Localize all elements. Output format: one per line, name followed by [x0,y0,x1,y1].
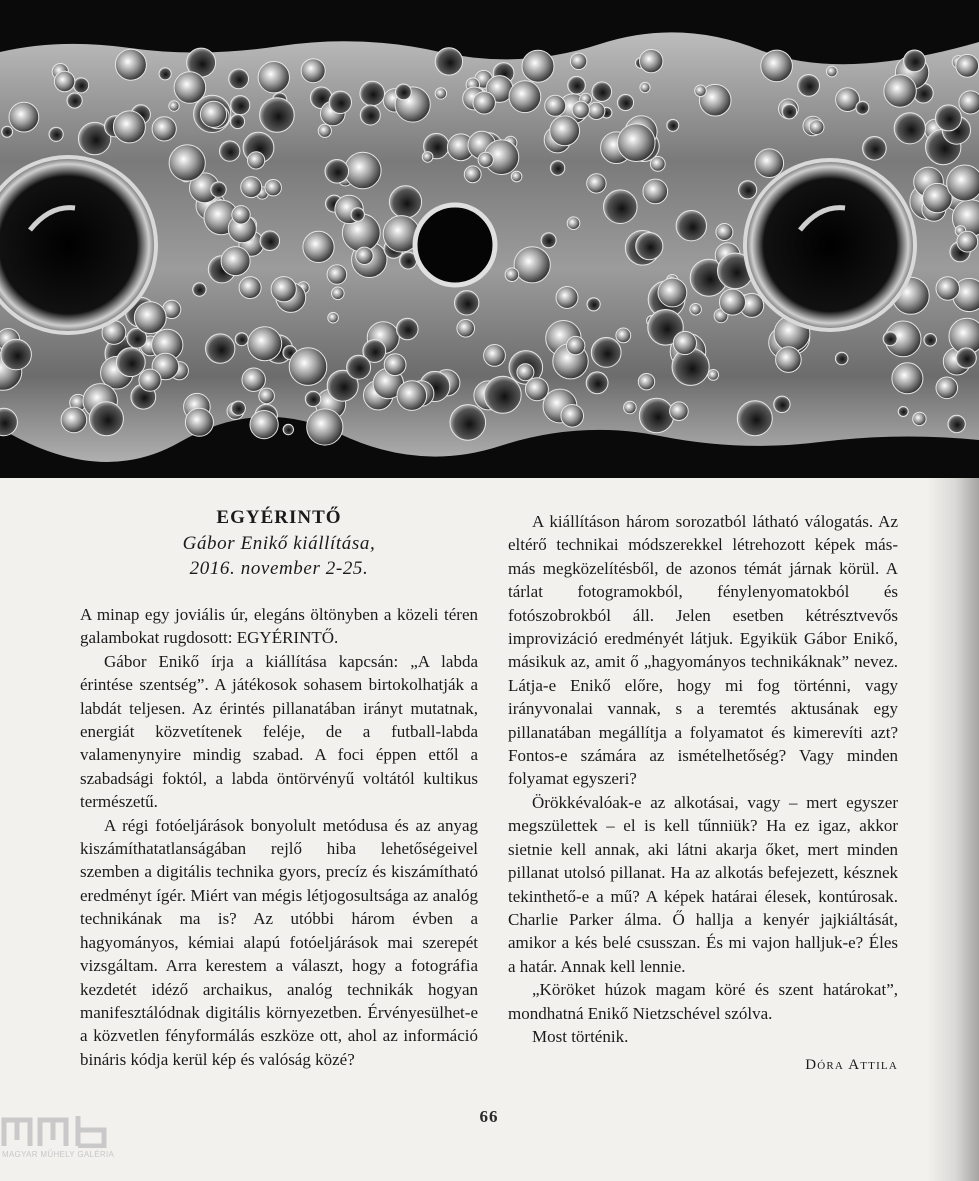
bubble [883,332,897,346]
bubble [230,114,244,128]
bubble [640,82,650,92]
bubble [435,88,446,99]
bubble [913,412,926,425]
bubble [260,231,280,251]
left-lens [0,157,156,333]
gallery-watermark [0,1114,130,1164]
bubble [9,102,39,132]
bubble [695,85,707,97]
bubble [545,95,566,116]
bubble [636,233,663,260]
article-subtitle-line1: Gábor Enikő kiállítása, [182,533,376,554]
bubble [587,298,600,311]
left-column [80,505,478,1071]
bubble [720,289,746,315]
bubble [305,391,320,406]
bubble [957,231,978,252]
bubble [761,50,793,82]
bubble [782,104,797,119]
bubble [242,368,265,391]
bubble [484,376,521,413]
bubble [250,411,278,439]
bubble [522,50,554,82]
article-title: EGYÉRINTŐ [216,507,342,528]
bubble [231,401,245,415]
bubble [541,233,556,248]
article-heading [80,505,478,581]
bubble [936,377,958,399]
bubble [959,91,979,114]
bubble [956,348,976,368]
bubble [572,101,589,118]
paragraph: A kiállításon három sorozatból látható válogatás. Az eltérő technikai módszerekkel létrehozott képek más-más megközelítésből, de azonos témát járnak körül. A tárlat fotogramokból, fénylenyomatokból és fotószobrokból áll. Jelen esetben kétrésztvevős improvizáció eredményét látjuk. Egyikük Gábor Enikő, másikuk az, amit ő „hagyományos technikáknak” nevez. Látja-e Enikő előre, hogy mi fog történni, vagy irányvonalai vannak, s a teremtés aktusának egy pillanatában megállítja a folyamatot és kimerevíti azt? Fontos-e számára az ismételhetőség? Vagy minden folyamat egyszeri? [508,512,898,789]
bubble [115,49,146,80]
bubble [74,78,89,93]
bubble [863,137,887,161]
bubble [259,388,275,404]
bubble [616,328,631,343]
bubble [568,76,586,94]
bubble [624,401,637,414]
bubble [894,113,925,144]
bubble [159,68,171,80]
bubble [200,101,226,127]
bubble [550,161,564,175]
bubble [464,166,481,183]
bubble [591,338,621,368]
bubble [690,304,702,316]
bubble [265,180,281,196]
bubble [89,402,123,436]
bubble [517,364,534,381]
bubble [618,124,656,162]
bubble [325,160,349,184]
bubble [345,152,382,189]
bubble [570,53,586,69]
bubble [239,277,261,299]
bubble [947,165,979,201]
bubble [169,101,179,111]
bubble [221,247,250,276]
bubble [435,48,462,75]
bubble [1,339,32,370]
bubble [351,208,364,221]
bubble [617,94,633,110]
bubble [638,374,654,390]
bubble [509,81,541,113]
bubble [835,352,848,365]
author-signature: Dóra Attila [805,1057,898,1074]
bubble [676,211,706,241]
bubble [422,152,433,163]
center-hole [415,205,495,285]
bubble [670,402,689,421]
paragraph: „Köröket húzok magam köré és szent határokat”, mondhatná Enikő Nietzschével szólva. [508,980,898,1023]
bubble [737,401,772,436]
photogram-image [0,0,979,478]
bubble [231,96,250,115]
bubble [525,378,548,401]
bubble [450,405,486,441]
bubble [755,149,784,178]
bubble [61,407,87,433]
bubble [152,117,176,141]
paragraph: Most történik. [532,1026,629,1046]
bubble [241,177,262,198]
bubble [229,69,249,89]
bubble [332,287,345,300]
bubble [193,283,206,296]
bubble [356,247,373,264]
bubble [673,331,696,354]
bubble [283,424,293,434]
article-subtitle-line2: 2016. november 2-25. [189,558,369,579]
bubble [658,278,687,307]
bubble [505,268,519,282]
bubble [956,54,979,77]
bubble [550,116,580,146]
bubble [49,127,63,141]
bubble [220,141,240,161]
bubble [514,247,550,283]
bubble [113,111,145,143]
bubble [271,277,296,302]
bubble [640,49,663,72]
bubble [586,372,608,394]
bubble [206,334,235,363]
bubble [716,224,733,241]
bubble [936,277,959,300]
bubble [592,82,612,102]
bubble [556,287,578,309]
bubble [232,206,250,224]
bubble [235,333,248,346]
bubble [360,105,380,125]
bubble [397,318,419,340]
right-lens [745,160,915,330]
bubble [169,145,205,181]
bubble [809,120,824,135]
paragraph: Örökkévalóak-e az alkotásai, vagy – mert egyszer megszülettek – el is kell tűnniük? Ha ez igaz, akkor sietnie kell annak, aki látni akarja őket, mert minden pillanat utolsó pillanat. Ha az alkotás befejezett, késznek tekinthető-e a mű? A képek határai élesek, kontúrosak. Charlie Parker álma. Ő hallja a kenyér jajkiáltását, amikor a kés belé csusszan. És mi vajon halljuk-e? Éles a határ. Annak kell lennie. [508,792,898,976]
bubble [774,396,790,412]
bubble [384,354,406,376]
bubble [826,66,837,77]
bubble [667,119,679,131]
bubble [347,355,371,379]
artwork-photograph [0,0,979,478]
paragraph: A minap egy joviális úr, elegáns öltönyben a közeli téren galambokat rugdosott: EGYÉRINTŐ. [80,605,478,648]
bubble [248,327,282,361]
bubble [904,50,926,72]
bubble [643,179,668,204]
bubble [604,190,638,224]
bubble [360,81,385,106]
bubble [798,75,820,97]
bubble [484,345,506,367]
bubble [924,334,937,347]
bubble [2,126,13,137]
bubble [301,59,325,83]
bubble [67,93,82,108]
bubble [898,407,908,417]
bubble [389,186,421,218]
bubble [396,84,412,100]
bubble [134,302,166,334]
bubble [708,370,719,381]
bubble [116,348,145,377]
bubble [303,231,334,262]
bubble [776,347,802,373]
bubble [248,152,265,169]
bubble [54,71,74,91]
page-gutter-shadow [927,478,979,1181]
bubble [935,105,961,131]
bubble [455,291,479,315]
bubble [397,381,427,411]
bubble [856,101,869,114]
bubble [329,91,351,113]
bubble [211,182,226,197]
gallery-logo-icon [0,1114,112,1148]
bubble [511,171,522,182]
bubble [307,409,343,445]
page-number: 66 [479,1107,499,1126]
paragraph: Gábor Enikő írja a kiállítása kapcsán: „A labda érintése szentség”. A játékosok sohasem birtokolhatják a labdát teljesen. Az érintés pillanatában irányt mutatnak, energiát közvetítenek feléje, de a futball-labda valamenynyire mindig szabad. A foci éppen ettől a szabadsági foktól, a labda öntörvényű voltától kultikus természetű. [80,651,478,812]
bubble [672,348,709,385]
right-column [508,510,898,1078]
bubble [328,312,339,323]
bubble [892,363,923,394]
bubble [478,152,493,167]
bubble [567,217,580,230]
bubble [561,405,584,428]
bubble [457,320,475,338]
bubble [884,75,916,107]
bubble [318,124,331,137]
bubble [327,265,347,285]
bubble [258,61,289,92]
bubble [289,348,327,386]
bubble [260,98,295,133]
bubble [587,174,606,193]
bubble [174,72,206,104]
bubble [588,102,605,119]
paragraph: A régi fotóeljárások bonyolult metódusa és az anyag kiszámíthatatlanságában rejlő hiba lehetőségeivel szemben a digitális technika gyors, precíz és kiszámítható eredményt ígér. Miért van mégis létjogosultsága az analóg technikának ma is? Az utóbbi három évben a hagyományos, kémiai alapú fotóeljárások mai szerepét vizsgáltam. Arra kerestem a választ, hogy a fotográfia kezdetét idéző archaikus, analóg technikák hogyan manifesztálódnak digitális környezetben. Érvényesülhet-e a közvetlen fényformálás eszköze ott, ahol az információ bináris kódja kerül kép és valóság közé? [80,815,478,1069]
watermark-text: MAGYAR MŰHELY GALÉRIA [2,1150,115,1159]
bubble [739,181,757,199]
bubble [473,92,495,114]
bubble [639,398,673,432]
bubble [139,369,161,391]
bubble [567,336,585,354]
bubble [948,415,965,432]
bubble [185,408,213,436]
